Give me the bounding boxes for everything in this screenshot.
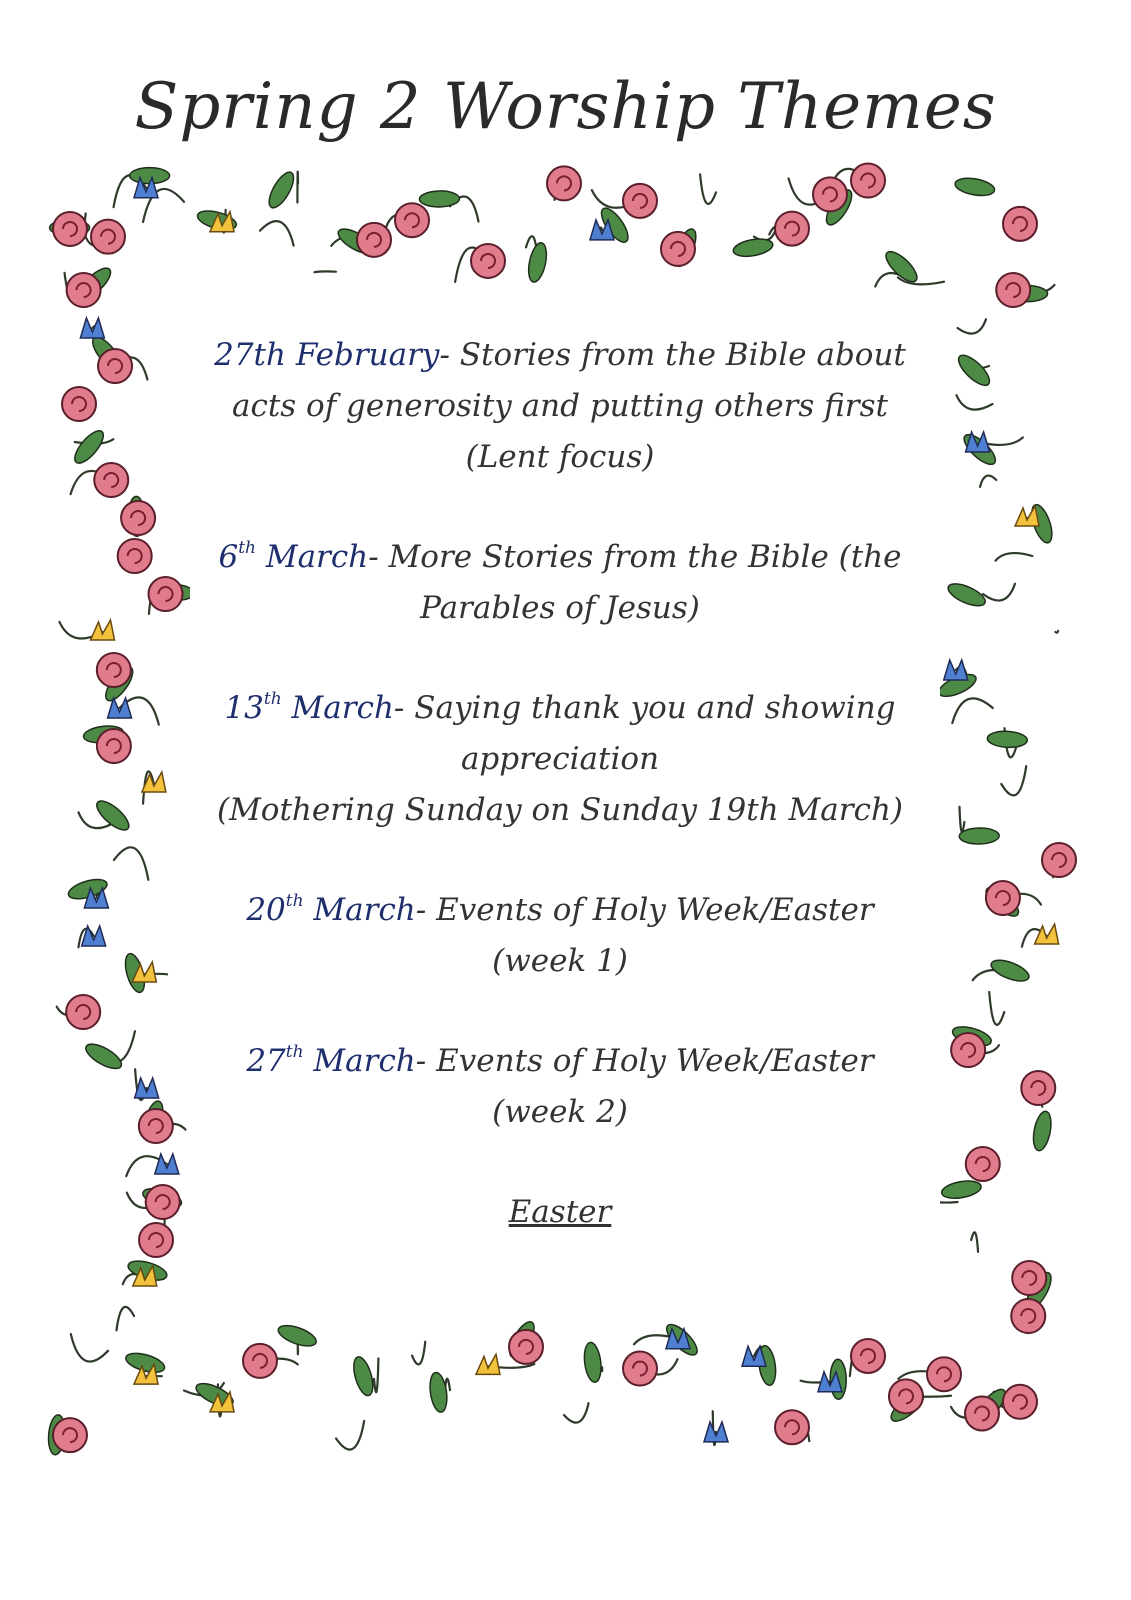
yellow-flower (1015, 506, 1039, 526)
rose-flower (97, 653, 131, 687)
entry-text: Stories from the Bible about (459, 337, 906, 373)
rose-flower (139, 1109, 173, 1143)
vine-stroke (952, 698, 992, 723)
leaf-shape (987, 730, 1028, 748)
rose-flower (851, 1339, 885, 1373)
rose-flower (357, 223, 391, 257)
closing-heading: Easter (508, 1194, 612, 1230)
entry-dash: - (415, 1043, 427, 1079)
entry-line: (week 1) (492, 943, 628, 979)
leaf-shape (428, 1371, 449, 1413)
leaf-shape (70, 426, 108, 467)
rose-flower (53, 212, 87, 246)
rose-flower (851, 164, 885, 198)
leaf-shape (582, 1341, 603, 1383)
entry-line (190, 885, 930, 936)
rose-flower (951, 1033, 985, 1067)
entry-line: acts of generosity and putting others first (231, 388, 888, 424)
entry-line: (Mothering Sunday on Sunday 19th March) (216, 792, 904, 828)
rose-flower (67, 273, 101, 307)
leaf-shape (954, 351, 994, 390)
rose-flower (118, 539, 152, 573)
vine-stroke (374, 1358, 378, 1392)
leaf-shape (954, 176, 996, 199)
rose-flower (149, 577, 183, 611)
yellow-flower (90, 620, 114, 640)
vine-stroke (1001, 766, 1026, 795)
rose-flower (471, 244, 505, 278)
rose-flower (775, 212, 809, 246)
theme-entry-mar-13 (190, 683, 930, 836)
vine-stroke (958, 319, 986, 333)
entry-date: 13th March (224, 689, 394, 726)
entry-date: 6th March (218, 538, 369, 575)
rose-flower (146, 1185, 180, 1219)
entry-line: (Lent focus) (465, 439, 655, 475)
rose-flower (243, 1344, 277, 1378)
rose-flower (661, 232, 695, 266)
rose-flower (623, 184, 657, 218)
entry-line: appreciation (460, 741, 660, 777)
vine-stroke (1055, 631, 1058, 633)
leaf-shape (989, 956, 1032, 985)
entry-line (190, 683, 930, 734)
entry-line (190, 532, 930, 583)
rose-flower (966, 1147, 1000, 1181)
rose-flower (813, 177, 847, 211)
rose-flower (775, 1410, 809, 1444)
leaf-shape (1031, 1110, 1054, 1152)
vine-stroke (989, 992, 1004, 1025)
rose-flower (547, 166, 581, 200)
vine-stroke (980, 476, 996, 487)
yellow-flower (1035, 924, 1059, 944)
yellow-flower (476, 1354, 500, 1374)
vine-stroke (959, 807, 964, 832)
vine-stroke (116, 1307, 134, 1330)
vine-stroke (996, 553, 1033, 561)
rose-flower (66, 995, 100, 1029)
theme-entry-mar-20 (190, 885, 930, 987)
rose-flower (1011, 1299, 1045, 1333)
vine-stroke (983, 584, 1015, 601)
theme-entry-mar-27 (190, 1036, 930, 1138)
vine-stroke (297, 172, 298, 203)
rose-flower (1012, 1261, 1046, 1295)
rose-flower (996, 273, 1030, 307)
leaf-shape (526, 241, 550, 283)
entry-dash: - (439, 337, 450, 373)
rose-flower (623, 1352, 657, 1386)
rose-flower (1003, 1385, 1037, 1419)
leaf-shape (350, 1355, 376, 1398)
leaf-shape (419, 191, 459, 208)
vine-stroke (700, 174, 716, 204)
rose-flower (139, 1223, 173, 1257)
page-title: Spring 2 Worship Themes (134, 70, 997, 144)
vine-stroke (71, 1334, 108, 1361)
entry-text: Events of Holy Week/Easter (436, 1043, 874, 1079)
leaf-shape (959, 828, 999, 845)
leaf-shape (732, 236, 774, 259)
vine-stroke (260, 221, 294, 245)
leaf-shape (82, 1039, 125, 1073)
rose-flower (1042, 843, 1076, 877)
entry-date: 27th February (214, 337, 440, 373)
rose-flower (97, 729, 131, 763)
entry-dash: - (393, 690, 405, 726)
theme-entry-mar-6 (190, 532, 930, 634)
rose-flower (395, 203, 429, 237)
vine-stroke (971, 1232, 978, 1252)
leaf-shape (124, 1350, 167, 1376)
rose-flower (1003, 207, 1037, 241)
entry-line (190, 1036, 930, 1087)
rose-flower (965, 1396, 999, 1430)
entry-dash: - (368, 539, 379, 575)
vine-stroke (412, 1342, 425, 1365)
theme-entry-feb-27 (190, 330, 930, 483)
entry-date: 27th March (246, 1042, 416, 1079)
leaf-shape (945, 579, 988, 610)
rose-flower (986, 881, 1020, 915)
entry-text: Saying thank you and showing (414, 690, 896, 726)
entry-line: (week 2) (492, 1094, 628, 1130)
entry-line (190, 330, 930, 381)
vine-stroke (564, 1403, 589, 1422)
rose-flower (1021, 1071, 1055, 1105)
rose-flower (62, 387, 96, 421)
rose-flower (509, 1330, 543, 1364)
leaf-shape (940, 1178, 982, 1201)
rose-flower (91, 220, 125, 254)
rose-flower (53, 1418, 87, 1452)
themes-list (190, 330, 930, 1238)
rose-flower (121, 501, 155, 535)
entry-line: Parables of Jesus) (420, 590, 700, 626)
entry-date: 20th March (246, 891, 416, 928)
vine-stroke (314, 271, 336, 272)
rose-flower (889, 1379, 923, 1413)
entry-dash: - (415, 892, 427, 928)
vine-stroke (114, 847, 148, 879)
rose-flower (94, 463, 128, 497)
rose-flower (927, 1357, 961, 1391)
vine-stroke (336, 1421, 364, 1450)
leaf-shape (130, 168, 170, 184)
entry-text: Events of Holy Week/Easter (436, 892, 874, 928)
leaf-shape (264, 169, 298, 212)
rose-flower (98, 349, 132, 383)
vine-stroke (956, 395, 992, 409)
entry-text: More Stories from the Bible (the (388, 539, 902, 575)
